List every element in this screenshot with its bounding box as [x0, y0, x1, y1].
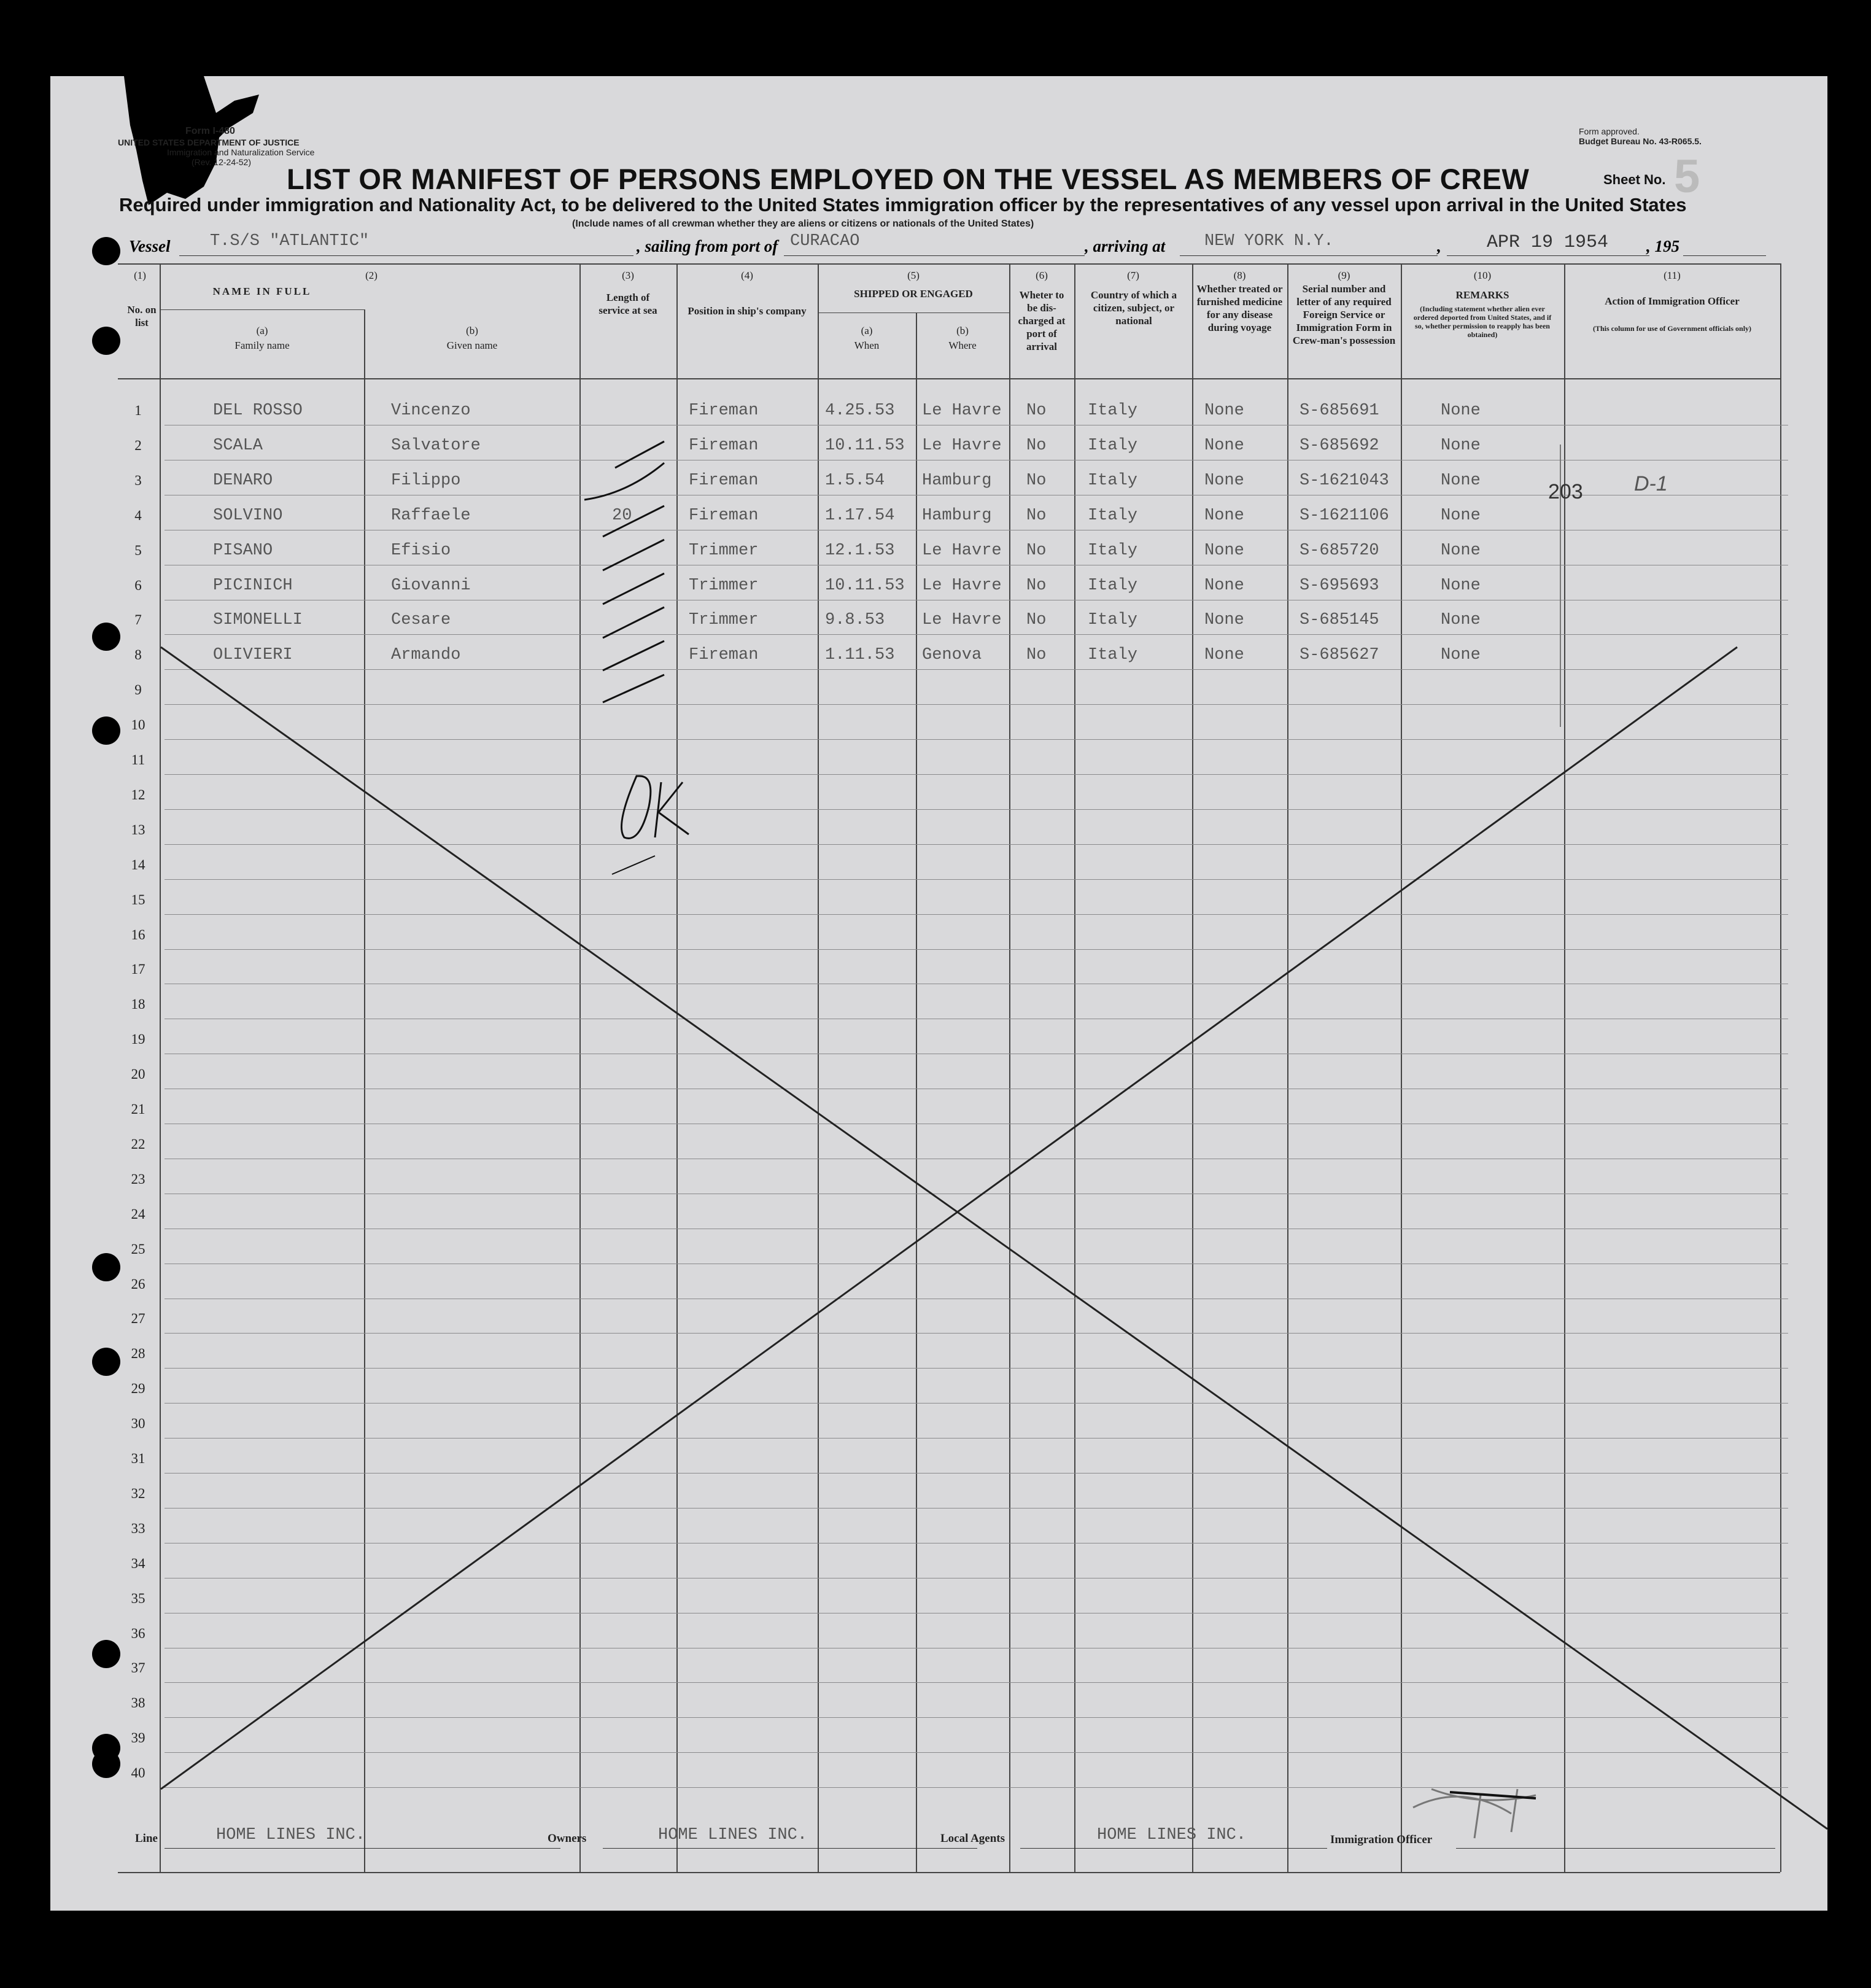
country-cell: Italy — [1088, 506, 1138, 525]
row-number: 2 — [134, 437, 142, 453]
position-cell: Trimmer — [689, 541, 759, 560]
budget-bureau: Budget Bureau No. 43-R065.5. — [1579, 136, 1702, 146]
family-name-cell: SOLVINO — [213, 506, 283, 525]
owners-label: Owners — [548, 1832, 587, 1845]
medicine-cell: None — [1204, 541, 1244, 560]
service-line: Immigration and Naturalization Service — [167, 147, 315, 157]
form-subtitle: Required under immigration and Nationality Act, to be delivered to the United States immigration officer by the representatives of any vessel upon arrival in the United States — [119, 194, 1687, 215]
medicine-cell: None — [1204, 506, 1244, 525]
country-cell: Italy — [1088, 646, 1138, 665]
row-number: 37 — [131, 1660, 145, 1676]
discharged-cell: No — [1026, 576, 1047, 595]
col5-number: (5) — [907, 270, 920, 281]
col10-note: (Including statement whether alien ever ordered deported from United States, and if so, whether permission to reapply has been obtained) — [1413, 305, 1552, 339]
owners-value: HOME LINES INC. — [658, 1826, 808, 1844]
given-name-cell: Giovanni — [391, 576, 471, 595]
serial-cell: S-685692 — [1300, 436, 1379, 455]
form-approved: Form approved. — [1579, 126, 1640, 136]
col3-header: Length of service at sea — [598, 292, 657, 316]
row-number: 18 — [131, 996, 145, 1012]
row-number: 17 — [131, 961, 145, 977]
row-number: 9 — [134, 682, 142, 698]
row-number: 24 — [131, 1206, 145, 1222]
shipped-when-cell: 10.11.53 — [825, 576, 905, 595]
row-number: 40 — [131, 1765, 145, 1781]
col4-number: (4) — [741, 270, 753, 281]
position-cell: Fireman — [689, 471, 759, 490]
col5a-letter: (a) — [861, 325, 873, 336]
col1-number: (1) — [134, 270, 146, 281]
family-name-cell: SCALA — [213, 436, 263, 455]
remarks-cell: None — [1441, 506, 1481, 525]
row-number: 30 — [131, 1416, 145, 1432]
row-number: 14 — [131, 856, 145, 872]
given-name-cell: Vincenzo — [391, 402, 471, 420]
discharged-cell: No — [1026, 646, 1047, 665]
row-number: 6 — [134, 577, 142, 593]
shipped-where-cell: Genova — [922, 646, 982, 665]
row-number: 36 — [131, 1625, 145, 1641]
remarks-cell: None — [1441, 646, 1481, 665]
family-name-cell: OLIVIERI — [213, 646, 293, 665]
sailing-label: , sailing from port of — [637, 237, 778, 255]
serial-cell: S-1621106 — [1300, 506, 1389, 525]
col5b-header: Where — [948, 340, 977, 351]
vessel-label: Vessel — [129, 237, 171, 255]
cancellation-marks — [50, 76, 1827, 1911]
serial-cell: S-1621043 — [1300, 471, 1389, 490]
col11-number: (11) — [1664, 270, 1681, 281]
row-number: 25 — [131, 1241, 145, 1257]
shipped-when-cell: 4.25.53 — [825, 402, 895, 420]
form-subnote: (Include names of all crewman whether they are aliens or citizens or nationals of the United States) — [572, 219, 1034, 229]
col3-number: (3) — [622, 270, 634, 281]
year-suffix: , 195 — [1646, 237, 1679, 255]
sheet-label: Sheet No. — [1603, 172, 1666, 187]
row-number: 12 — [131, 786, 145, 802]
remarks-cell: None — [1441, 611, 1481, 630]
position-cell: Trimmer — [689, 611, 759, 630]
position-cell: Fireman — [689, 436, 759, 455]
col4-header: Position in ship's company — [688, 305, 807, 317]
agents-label: Local Agents — [940, 1832, 1005, 1845]
department-line: UNITED STATES DEPARTMENT OF JUSTICE — [118, 138, 300, 147]
family-name-cell: PICINICH — [213, 576, 293, 595]
arrival-date: APR 19 1954 — [1487, 232, 1609, 253]
col2-number: (2) — [365, 270, 378, 281]
given-name-cell: Cesare — [391, 611, 451, 630]
col7-number: (7) — [1127, 270, 1139, 281]
row-number: 15 — [131, 891, 145, 907]
col2b-letter: (b) — [466, 325, 478, 336]
col8-number: (8) — [1233, 270, 1246, 281]
col5a-header: When — [854, 340, 880, 351]
row-number: 26 — [131, 1276, 145, 1292]
arriving-label: , arriving at — [1085, 237, 1166, 255]
position-cell: Fireman — [689, 646, 759, 665]
position-cell: Fireman — [689, 402, 759, 420]
row-number: 27 — [131, 1311, 145, 1327]
family-name-cell: DENARO — [213, 471, 273, 490]
shipped-when-cell: 12.1.53 — [825, 541, 895, 560]
remarks-cell: None — [1441, 471, 1481, 490]
row-number: 7 — [134, 612, 142, 628]
row-number: 38 — [131, 1695, 145, 1711]
remarks-cell: None — [1441, 541, 1481, 560]
remarks-cell: None — [1441, 436, 1481, 455]
medicine-cell: None — [1204, 436, 1244, 455]
country-cell: Italy — [1088, 576, 1138, 595]
discharged-cell: No — [1026, 611, 1047, 630]
col6-header: Wheter to be dis-charged at port of arrival — [1018, 289, 1066, 352]
serial-cell: S-685691 — [1300, 402, 1379, 420]
country-cell: Italy — [1088, 541, 1138, 560]
row-number: 39 — [131, 1730, 145, 1746]
col10-header: REMARKS — [1455, 289, 1509, 301]
serial-cell: S-695693 — [1300, 576, 1379, 595]
shipped-when-cell: 1.11.53 — [825, 646, 895, 665]
row-number: 1 — [134, 403, 142, 418]
shipped-when-cell: 1.5.54 — [825, 471, 885, 490]
given-name-cell: Armando — [391, 646, 461, 665]
row-number: 32 — [131, 1485, 145, 1501]
row-number: 28 — [131, 1346, 145, 1362]
discharged-cell: No — [1026, 471, 1047, 490]
country-cell: Italy — [1088, 471, 1138, 490]
position-cell: Trimmer — [689, 576, 759, 595]
row-number: 8 — [134, 647, 142, 663]
row-number: 5 — [134, 542, 142, 558]
row-number: 20 — [131, 1066, 145, 1082]
row-number: 34 — [131, 1555, 145, 1571]
row-number: 16 — [131, 926, 145, 942]
form-title: LIST OR MANIFEST OF PERSONS EMPLOYED ON THE VESSEL AS MEMBERS OF CREW — [287, 163, 1530, 195]
col5b-letter: (b) — [956, 325, 969, 336]
arriving-port: NEW YORK N.Y. — [1204, 232, 1334, 250]
remarks-cell: None — [1441, 576, 1481, 595]
discharged-cell: No — [1026, 436, 1047, 455]
col2b-header: Given name — [446, 340, 498, 351]
sailing-port: CURACAO — [790, 232, 860, 250]
family-name-cell: PISANO — [213, 541, 273, 560]
remarks-cell: None — [1441, 402, 1481, 420]
row-number: 23 — [131, 1171, 145, 1187]
col1-header: No. on list — [127, 304, 157, 328]
shipped-where-cell: Le Havre — [922, 611, 1002, 630]
col7-header: Country of which a citizen, subject, or national — [1090, 289, 1177, 327]
manifest-sheet: Form I-480 UNITED STATES DEPARTMENT OF JUSTICE Immigration and Naturalization Service (Rev. 12-24-52) Form approved. Budget Bureau No. 43-R065.5. LIST OR MANIFEST OF PERSONS EMPLOYED ON THE VESSEL AS MEMBERS OF CREW Sheet No. 5 Required under immigration and Nationality Act, to be delivered to the United States immigration officer by the representatives of any vessel upon arrival in the United States (Include names of all crewman whether they are aliens or citizens or nationals of the United States) Vessel T.S/S "ATLANTIC" , sailing from port of CURACAO , arriving at NEW YORK N.Y. , APR 19 1954 , 195 (1) No. on list (2) NAME IN FULL (a) Family name (b) Given name (3) Length of service at sea (4) Position in ship's company (5) SHIPPED OR ENGAGED (a) When (b) Where (6) Wheter to be dis-charged at port of arrival (7) Country of which a citizen, subject, or national (8) Whether treated or furnished medicine for any disease during voyage (9) Serial number and letter of any required Foreign Service or Immigration Form in Crew-man's possession (10) REMARKS (Including statement whether alien ever ordered deported from United States, and if so, whether permission to reapply has been obtained) (11) Action of Immigration Officer (This column for use of Government officials only) 1 2 3 4 5 6 7 8 9 10 11 12 13 14 15 16 17 18 19 20 21 22 23 24 25 26 27 28 29 30 31 32 33 34 35 36 37 38 39 40 DEL ROSSO Vincenzo Fireman 4.25.53 Le Havre No Italy None S-685691 None SCALA Salvatore Fireman 10.11.53 Le Havre No Italy None S-685692 None DENARO Filippo Fireman 1.5.54 Hamburg No Italy None S-1621043 None SOLVINO Raffaele 20 Fireman 1.17.54 Hamburg No Italy None S-1621106 None PISANO Efisio Trimmer 12.1.53 Le Havre No Italy None S-685720 None PICINICH Giovanni Trimmer 10.11.53 Le Havre No Italy None S-695693 None SIMONELLI Cesare Trimmer 9.8.53 Le Havre No Italy None S-685145 None OLIVIERI Armando Fireman 1.11.53 Genova No Italy None S-685627 None Line HOME LINES INC. Owners HOME LINES INC. Local Agents HOME LINES INC. Immigration Officer 203 D-1 — [50, 76, 1827, 1911]
medicine-cell: None — [1204, 646, 1244, 665]
shipped-where-cell: Le Havre — [922, 436, 1002, 455]
row-number: 29 — [131, 1381, 145, 1397]
medicine-cell: None — [1204, 471, 1244, 490]
row-number: 35 — [131, 1590, 145, 1606]
shipped-where-cell: Le Havre — [922, 576, 1002, 595]
col5-header: SHIPPED OR ENGAGED — [854, 288, 973, 300]
row-number: 3 — [134, 472, 142, 488]
shipped-when-cell: 1.17.54 — [825, 506, 895, 525]
serial-cell: S-685720 — [1300, 541, 1379, 560]
shipped-when-cell: 10.11.53 — [825, 436, 905, 455]
revision-line: (Rev. 12-24-52) — [192, 157, 252, 167]
given-name-cell: Salvatore — [391, 436, 481, 455]
given-name-cell: Filippo — [391, 471, 461, 490]
serial-cell: S-685145 — [1300, 611, 1379, 630]
form-number: Form I-480 — [185, 126, 235, 136]
serial-cell: S-685627 — [1300, 646, 1379, 665]
shipped-when-cell: 9.8.53 — [825, 611, 885, 630]
col9-header: Serial number and letter of any required Foreign Service or Immigration Form in Crew-man's possession — [1292, 283, 1396, 346]
given-name-cell: Raffaele — [391, 506, 471, 525]
country-cell: Italy — [1088, 436, 1138, 455]
col8-header: Whether treated or furnished medicine for any disease during voyage — [1196, 283, 1283, 333]
line-value: HOME LINES INC. — [216, 1826, 366, 1844]
col2a-letter: (a) — [256, 325, 268, 336]
service-cell: 20 — [612, 506, 632, 525]
row-number: 22 — [131, 1136, 145, 1152]
family-name-cell: SIMONELLI — [213, 611, 303, 630]
col11-note: (This column for use of Government officials only) — [1592, 324, 1752, 333]
row-number: 10 — [131, 717, 145, 733]
sheet-number: 5 — [1674, 150, 1700, 203]
discharged-cell: No — [1026, 541, 1047, 560]
medicine-cell: None — [1204, 576, 1244, 595]
col2-header: NAME IN FULL — [212, 285, 312, 297]
line-label: Line — [135, 1832, 158, 1845]
shipped-where-cell: Hamburg — [922, 471, 992, 490]
discharged-cell: No — [1026, 402, 1047, 420]
country-cell: Italy — [1088, 611, 1138, 630]
handwritten-203: 203 — [1548, 480, 1583, 503]
col9-number: (9) — [1338, 270, 1350, 281]
row-number: 13 — [131, 821, 145, 837]
vessel-name: T.S/S "ATLANTIC" — [210, 232, 370, 250]
col10-number: (10) — [1473, 270, 1492, 281]
country-cell: Italy — [1088, 402, 1138, 420]
agents-value: HOME LINES INC. — [1097, 1826, 1247, 1844]
medicine-cell: None — [1204, 402, 1244, 420]
shipped-where-cell: Hamburg — [922, 506, 992, 525]
col6-number: (6) — [1036, 270, 1048, 281]
row-number: 21 — [131, 1101, 145, 1117]
col11-header: Action of Immigration Officer — [1605, 295, 1740, 307]
family-name-cell: DEL ROSSO — [213, 402, 303, 420]
row-number: 11 — [131, 752, 145, 767]
col2a-header: Family name — [234, 340, 290, 351]
handwritten-d1: D-1 — [1634, 472, 1668, 495]
row-number: 4 — [134, 507, 142, 523]
row-number: 33 — [131, 1520, 145, 1536]
medicine-cell: None — [1204, 611, 1244, 630]
row-number: 19 — [131, 1031, 145, 1047]
position-cell: Fireman — [689, 506, 759, 525]
row-number: 31 — [131, 1451, 145, 1466]
shipped-where-cell: Le Havre — [922, 402, 1002, 420]
discharged-cell: No — [1026, 506, 1047, 525]
given-name-cell: Efisio — [391, 541, 451, 560]
officer-label: Immigration Officer — [1330, 1833, 1433, 1846]
shipped-where-cell: Le Havre — [922, 541, 1002, 560]
